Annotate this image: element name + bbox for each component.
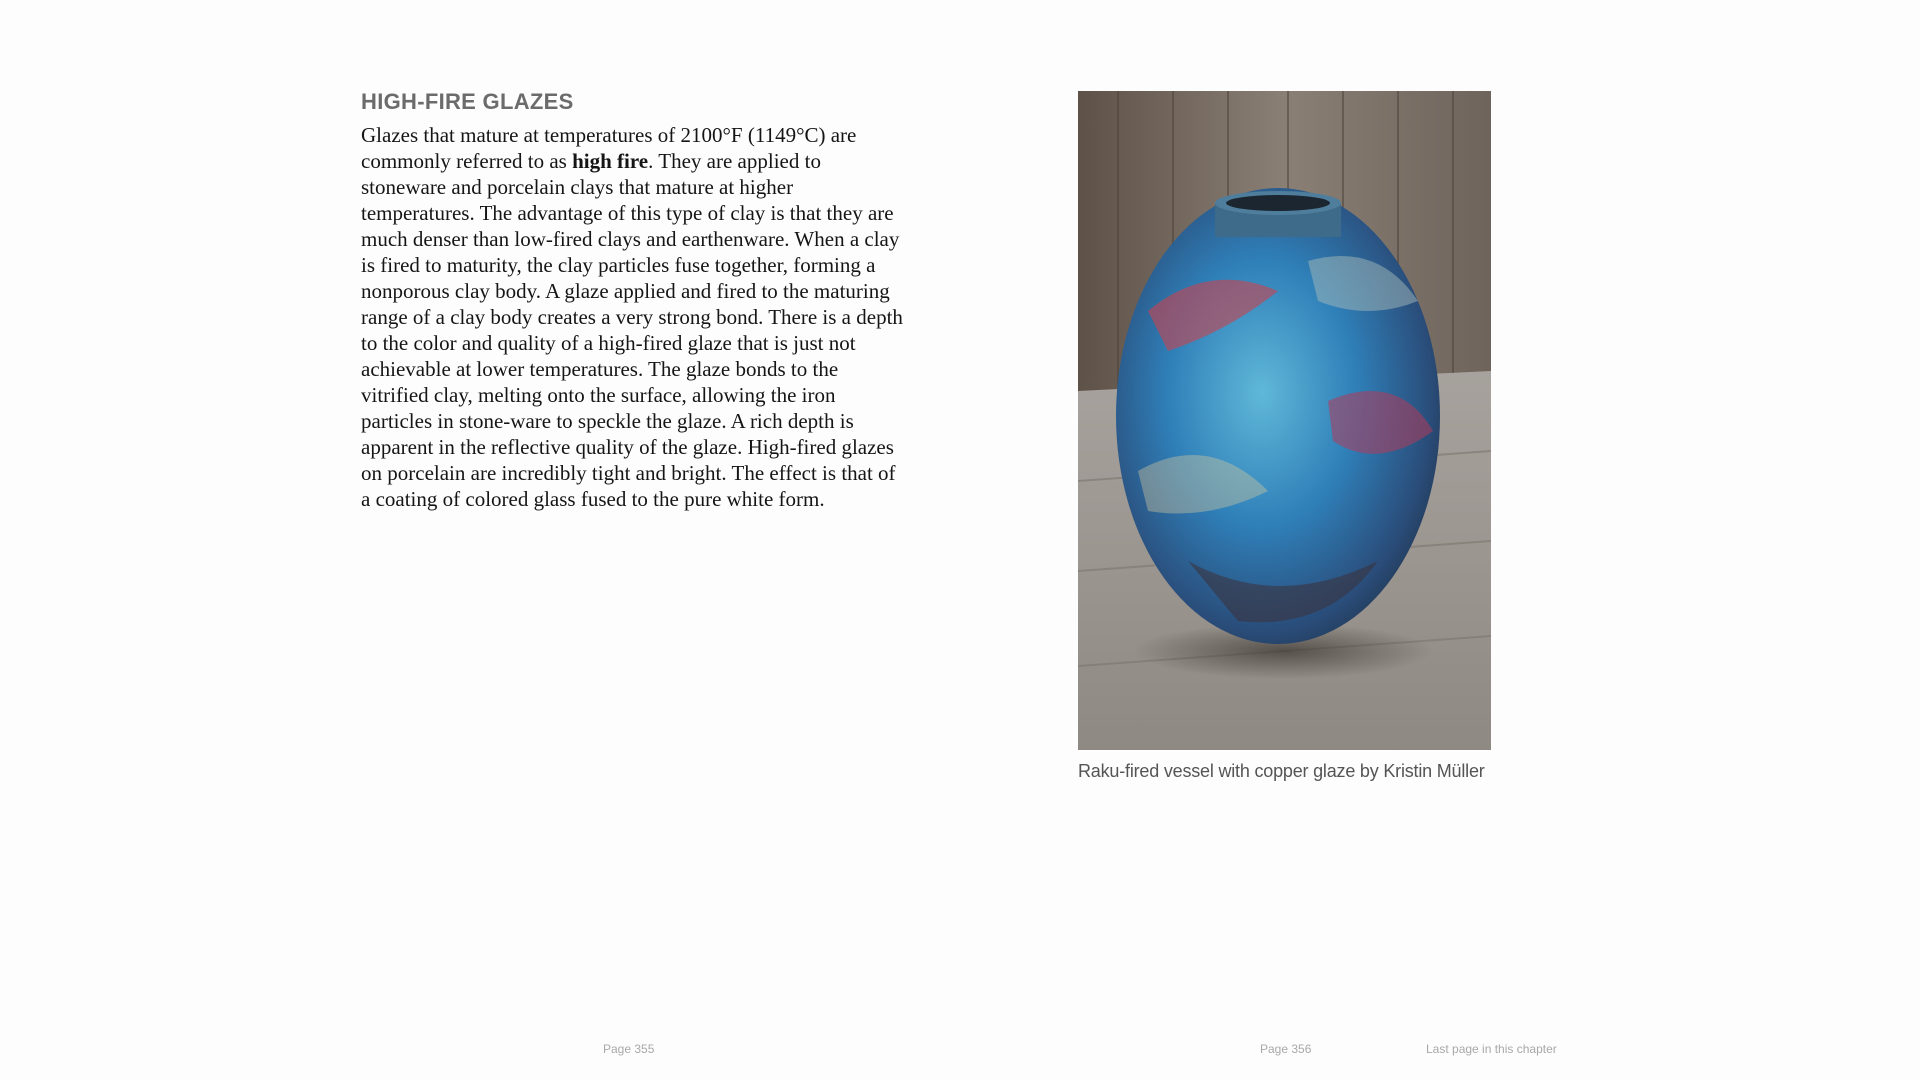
chapter-status: Last page in this chapter [1426,1042,1557,1056]
left-page-number: Page 355 [603,1042,655,1056]
right-page-number: Page 356 [1260,1042,1312,1056]
body-text-part-2: . They are applied to stoneware and porcelain clays that mature at higher temperatures. The advantage of this type of clay is that they are much denser than low-fired clays and earthenware. When a clay is fired to maturity, the clay particles fuse together, forming a nonporous clay body. A glaze applied and fired to the maturing range of a clay body creates a very strong bond. There is a depth to the color and quality of a high-fired glaze that is just not achievable at lower temperatures. The glaze bonds to the vitrified clay, melting onto the surface, allowing the iron particles in stone-ware to speckle the glaze. A rich depth is apparent in the reflective quality of the glaze. High-fired glazes on porcelain are incredibly tight and bright. The effect is that of a coating of colored glass fused to the pure white form. [361,149,903,511]
left-page [361,88,909,512]
body-text-bold-term: high fire [572,149,649,173]
section-heading: HIGH-FIRE GLAZES [361,89,574,114]
body-text-part-1: Glazes that mature at temperatures of 2100°F (1149°C) are commonly referred to as [361,123,857,173]
vessel-photo [1078,91,1491,750]
photo-caption: Raku-fired vessel with copper glaze by Kristin Müller [1078,761,1485,781]
right-page [1078,91,1491,783]
vessel-illustration [1078,91,1491,750]
body-paragraph [361,122,909,512]
